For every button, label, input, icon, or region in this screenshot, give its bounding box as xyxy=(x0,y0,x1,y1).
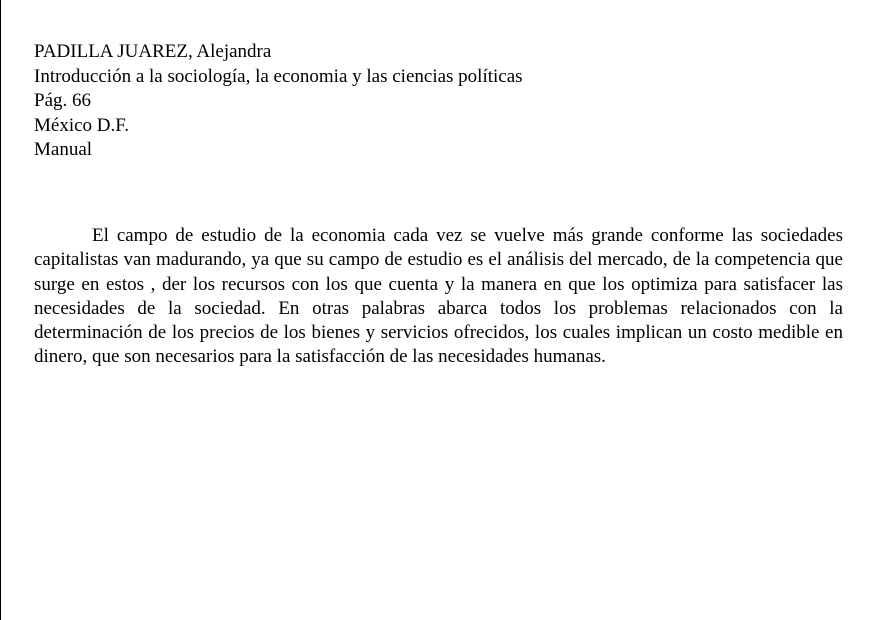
citation-title: Introducción a la sociología, la economia y las ciencias políticas xyxy=(34,65,523,87)
citation-place: México D.F. xyxy=(34,114,130,136)
citation-page: Pág. 66 xyxy=(34,90,91,111)
citation-type: Manual xyxy=(34,139,93,160)
citation-author: PADILLA JUAREZ, Alejandra xyxy=(34,41,272,62)
body-paragraph: El campo de estudio de la economia cada vez se vuelve más grande conforme las sociedades capitalistas van madurando, ya que su campo de estudio es el análisis del mercado, de la competencia que surge en estos , der los recursos con los que cuenta y la manera en que los optimiza para satisfacer las necesidades de la sociedad. En otras palabras abarca todos los problemas relacionados con la determinación de los precios de los bienes y servicios ofrecidos, los cuales implican un costo medible en dinero, que son necesarios para la satisfacción de las necesidades humanas. xyxy=(34,225,843,368)
citation-block xyxy=(34,40,523,163)
